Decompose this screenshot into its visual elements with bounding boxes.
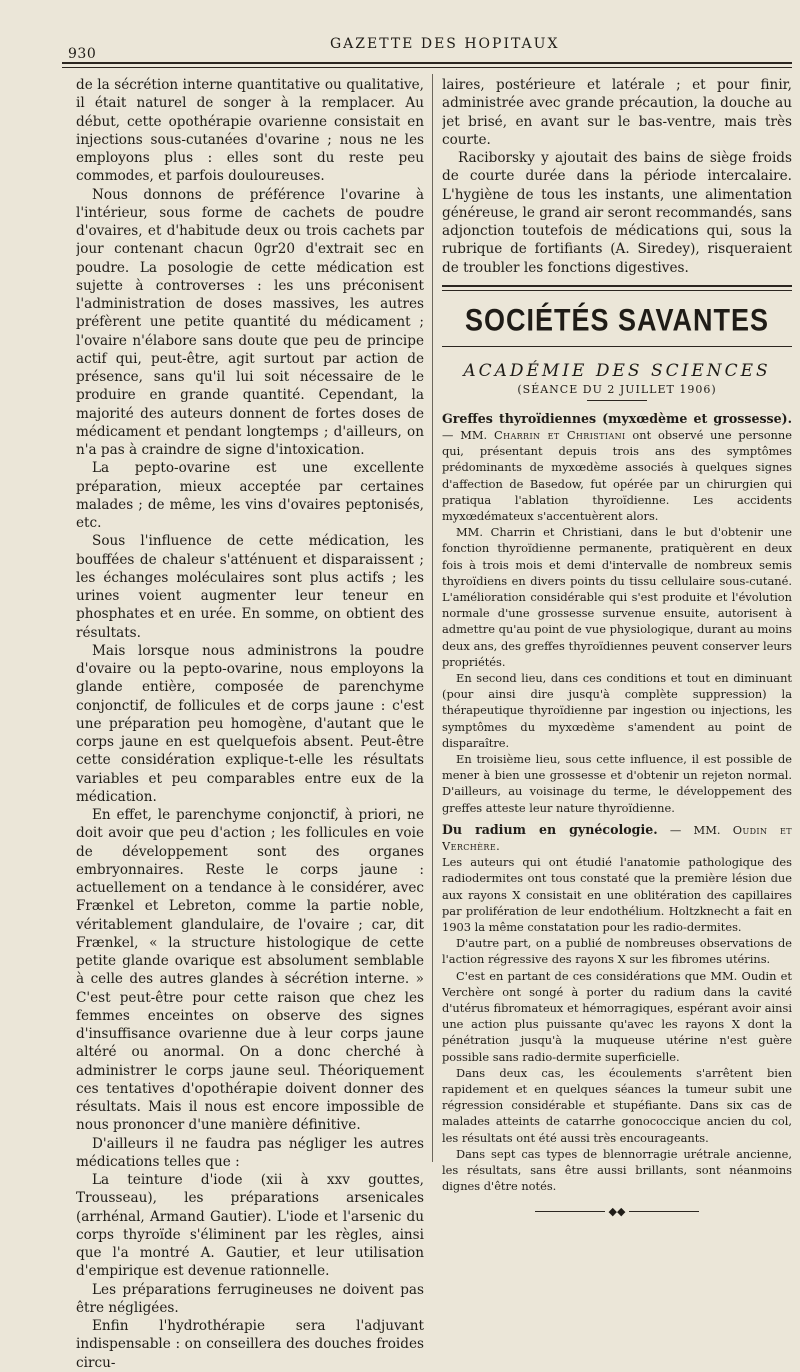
article-lead (442, 411, 792, 524)
end-ornament: ◆◆ (442, 1205, 792, 1218)
section-rules (442, 285, 792, 295)
article-authors: Oudin et Verchère. (442, 822, 792, 854)
article-lead-text: ont observé une personne qui, présentant depuis trois ans des symptômes prédominants de myxœdème associés à quelques signes d'affection de Basedow, fut opérée par un chirurgien qui pratiqua l'ablation thyroïdienne. Les accidents myxœdémateux s'accentuèrent alors. (442, 427, 792, 523)
session-date: (SÉANCE DU 2 JUILLET 1906) (517, 382, 717, 396)
article-heading: Greffes thyroïdiennes (myxœdème et grossesse). (442, 410, 792, 426)
authors-prefix: — MM. (657, 822, 733, 837)
paragraph: Nous donnons de préférence l'ovarine à l'intérieur, sous forme de cachets de poudre d'ovaires, et d'habitude deux ou trois cachets par jour contenant chacun 0gr20 d'extrait sec en poudre. La posologie de cette médication est sujette à controverses : les uns préconisent l'administration de doses massives, les autres préfèrent une petite quantité du médicament ; l'ovaire n'élabore sans doute que peu de principe actif qui, peut-être, agit surtout par action de présence, sans qu'il lui soit nécessaire de le produire en grande quantité. Cependant, la majorité des auteurs donnent de fortes doses de médicament et pendant longtemps ; d'ailleurs, on n'a pas à craindre de signe d'intoxication. (76, 186, 424, 458)
article-authors: Charrin et Christiani (493, 427, 626, 442)
article-heading-line (442, 822, 792, 854)
paragraph: En second lieu, dans ces conditions et tout en diminuant (pour ainsi dire jusqu'à complète suppression) la thérapeutique thyroïdienne par ingestion ou injections, les symptômes du myxœdème s'amendent au point de disparaître. (442, 671, 792, 750)
short-rule (587, 400, 647, 401)
paragraph: de la sécrétion interne quantitative ou qualitative, il était naturel de songer à la remplacer. Au début, cette opothérapie ovarienne consistait en injections sous-cutanées d'ovarine ; nous ne les employons plus : elles sont du reste peu commodes, et parfois douloureuses. (76, 77, 424, 185)
paragraph: Mais lorsque nous administrons la poudre d'ovaire ou la pepto-ovarine, nous employons la glande entière, composée de parenchyme conjonctif, de follicules et de corps jaune : c'est une préparation peu homogène, d'autant que le corps jaune en est quelquefois absent. Peut-être cette considération explique-t-elle les résultats variables et peu comparables entre eux de la médication. (76, 642, 424, 805)
paragraph: Les auteurs qui ont étudié l'anatomie pathologique des radiodermites ont tous constaté que la première lésion due aux rayons X consistait en une oblitération des capillaires par prolifération de leur endothélium. Holtzknecht a fait en 1903 la même constatation pour les radio-dermites. (442, 855, 792, 935)
paragraph: D'ailleurs il ne faudra pas négliger les autres médications telles que : (76, 1135, 424, 1170)
paragraph: La teinture d'iode (xii à xxv gouttes, Trousseau), les préparations arsenicales (arrhénal, Armand Gautier). L'iode et l'arsenic du corps thyroïde s'éliminent par les règles, ainsi que l'a montré A. Gautier, et leur utilisation d'empirique est devenue rationnelle. (76, 1172, 424, 1280)
column-divider (432, 74, 433, 1162)
paragraph: En effet, le parenchyme conjonctif, à priori, ne doit avoir que peu d'action ; les follicules en voie de développement sont des organes embryonnaires. Reste le corps jaune : actuellement on a tendance à le considérer, avec Frænkel et Lebreton, comme la partie noble, véritablement glandulaire, de l'ovaire ; car, dit Frænkel, « la structure histologique de cette petite glande ovarique est absolument semblable à celle des autres glandes à sécrétion interne. » C'est peut-être pour cette raison que chez les femmes enceintes on observe des signes d'insuffisance ovarienne due à leur corps jaune altéré ou anormal. On a donc cherché à administrer le corps jaune seul. Théoriquement ces tentatives d'opothérapie doivent donner des résultats. Mais il nous est encore impossible de nous prononcer d'une manière définitive. (76, 807, 424, 1134)
paragraph: Dans sept cas types de blennorragie urétrale ancienne, les résultats, sans être aussi brillants, sont néanmoins dignes d'être notés. (442, 1146, 792, 1194)
paragraph: La pepto-ovarine est une excellente préparation, mieux acceptée par certaines malades ; de même, les vins d'ovaires peptonisés, etc. (76, 460, 424, 531)
section-title-rule (442, 346, 792, 347)
paragraph: C'est en partant de ces considérations que MM. Oudin et Verchère ont songé à porter du radium dans la cavité d'utérus fibromateux et hémorragiques, espérant avoir ainsi une action plus puissante qu'avec les rayons X dont la pénétration jusqu'à la muqueuse utérine n'est guère possible sans radio-dermite superficielle. (442, 968, 792, 1064)
running-title: GAZETTE DES HOPITAUX (330, 36, 560, 52)
right-column (442, 76, 792, 1218)
paragraph: Raciborsky y ajoutait des bains de siège froids de courte durée dans la période intercalaire. L'hygiène de tous les instants, une alimentation généreuse, le grand air seront recommandés, sans adjonction toutefois de médications qui, sous la rubrique de fortifiants (A. Siredey), risqueraient de troubler les fonctions digestives. (442, 150, 792, 276)
academy-title: ACADÉMIE DES SCIENCES (463, 360, 771, 381)
paragraph: Sous l'influence de cette médication, les bouffées de chaleur s'atténuent et disparaissent ; les échanges moléculaires sont plus actifs ; les urines voient augmenter leur teneur en phosphates et en urée. En somme, on obtient des résultats. (76, 533, 424, 641)
page-number: 930 (68, 46, 97, 62)
article-heading: Du radium en gynécologie. (442, 821, 658, 837)
header-rule (62, 62, 792, 64)
page-header (62, 36, 792, 62)
paragraph: En troisième lieu, sous cette influence, il est possible de mener à bien une grossesse et d'obtenir un rejeton normal. D'ailleurs, au voisinage du terme, le développement des greffes atteste leur nature thyroïdienne. (442, 752, 792, 815)
left-column (76, 76, 424, 1372)
paragraph: Enfin l'hydrothérapie sera l'adjuvant indispensable : on conseillera des douches froides circu- (76, 1318, 424, 1371)
paragraph: D'autre part, on a publié de nombreuses observations de l'action régressive des rayons X sur les fibromes utérins. (442, 936, 792, 967)
paragraph: Dans deux cas, les écoulements s'arrêtent bien rapidement et en quelques séances la tumeur subit une régression considérable et stupéfiante. Dans six cas de malades atteints de catarrhe gonococcique ancien du col, les résultats ont été aussi très encourageants. (442, 1065, 792, 1145)
authors-prefix: — MM. (442, 427, 494, 442)
paragraph: MM. Charrin et Christiani, dans le but d'obtenir une fonction thyroïdienne permanente, pratiquèrent en deux fois à trois mois et demi d'intervalle de nombreux semis thyroïdiens en divers points du tissu cellulaire sous-cutané. L'amélioration considérable qui s'est produite et l'évolution normale d'une grossesse survenue ensuite, autorisent à admettre qu'au point de vue physiologique, durant au moins deux ans, des greffes thyroïdiennes peuvent conserver leurs propriétés. (442, 525, 792, 669)
header-rule-thin (62, 67, 792, 68)
section-title: SOCIÉTÉS SAVANTES (464, 302, 770, 337)
paragraph: laires, postérieure et latérale ; et pour finir, administrée avec grande précaution, la douche au jet brisé, en avant sur le bas-ventre, mais très courte. (442, 77, 792, 148)
paragraph: Les préparations ferrugineuses ne doivent pas être négligées. (76, 1281, 424, 1316)
